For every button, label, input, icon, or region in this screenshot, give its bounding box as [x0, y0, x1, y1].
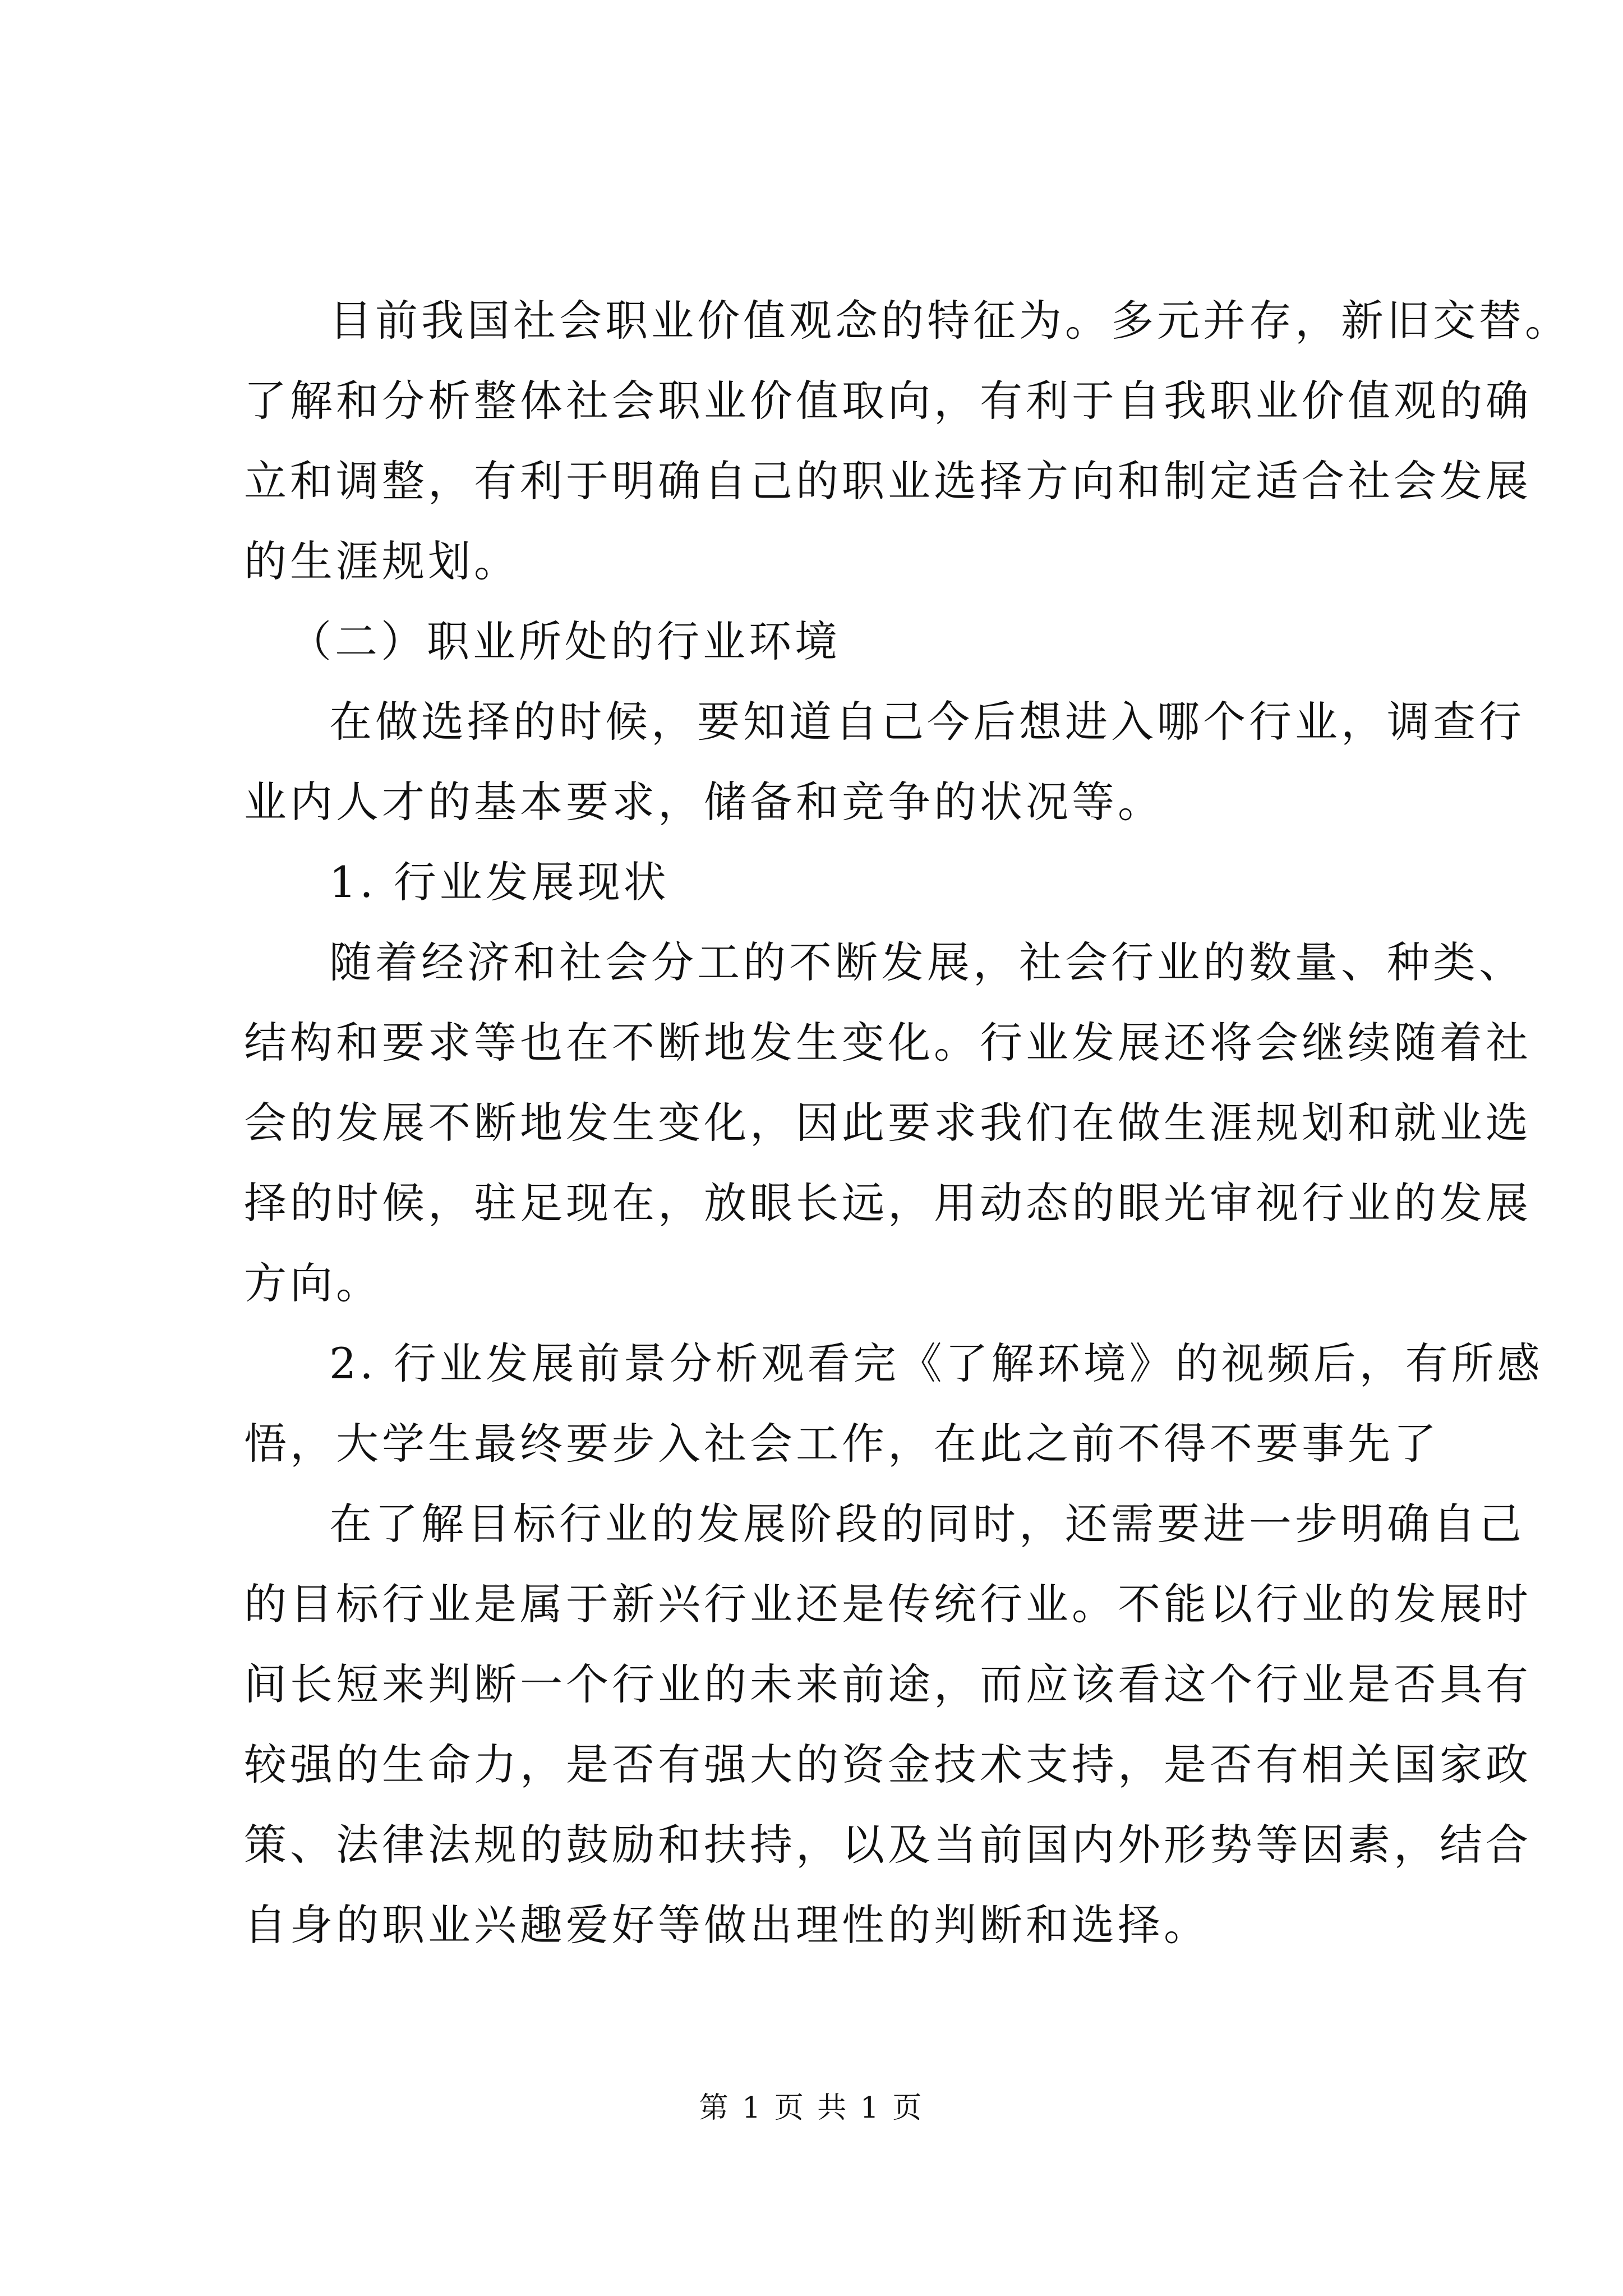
text-line: 业内人才的基本要求，储备和竞争的状况等。	[244, 777, 1164, 827]
text-line: 较强的生命力，是否有强大的资金技术支持，是否有相关国家政	[244, 1740, 1532, 1789]
text-line: 间长短来判断一个行业的未来前途，而应该看这个行业是否具有	[244, 1659, 1532, 1709]
text-line: 立和调整，有利于明确自己的职业选择方向和制定适合社会发展	[244, 456, 1532, 506]
text-line: 目前我国社会职业价值观念的特征为。多元并存，新旧交替。	[329, 296, 1571, 346]
text-line: 在了解目标行业的发展阶段的同时，还需要进一步明确自己	[329, 1499, 1525, 1549]
text-line: 了解和分析整体社会职业价值取向，有利于自我职业价值观的确	[244, 376, 1532, 426]
section-heading: （二）职业所处的行业环境	[289, 616, 841, 666]
text-line: 自身的职业兴趣爱好等做出理性的判断和选择。	[244, 1900, 1210, 1950]
text-line: 策、法律法规的鼓励和扶持，以及当前国内外形势等因素，结合	[244, 1820, 1532, 1870]
text-line: 择的时候，驻足现在，放眼长远，用动态的眼光审视行业的发展	[244, 1178, 1532, 1228]
subheading: 1. 行业发展现状	[329, 857, 670, 907]
text-line: 会的发展不断地发生变化，因此要求我们在做生涯规划和就业选	[244, 1098, 1532, 1148]
text-line: 在做选择的时候，要知道自己今后想进入哪个行业，调查行	[329, 697, 1525, 747]
paragraph-industry-prospect	[244, 1323, 1543, 1484]
text-line: 的目标行业是属于新兴行业还是传统行业。不能以行业的发展时	[244, 1579, 1532, 1629]
text-line: 2. 行业发展前景分析观看完《了解环境》的视频后，有所感	[329, 1338, 1543, 1388]
paragraph-industry-choice	[244, 682, 1525, 842]
text-line: 悟，大学生最终要步入社会工作，在此之前不得不要事先了	[244, 1419, 1440, 1469]
paragraph-value-orientation	[244, 280, 1571, 601]
section-heading-industry-environment	[244, 601, 1422, 682]
document-body	[244, 280, 1571, 1965]
paragraph-target-industry	[244, 1484, 1532, 1965]
paragraph-industry-development	[244, 922, 1532, 1323]
text-line: 结构和要求等也在不断地发生变化。行业发展还将会继续随着社	[244, 1018, 1532, 1068]
text-line: 方向。	[244, 1258, 382, 1308]
subheading-industry-status	[244, 842, 1422, 922]
page-footer: 第 1 页 共 1 页	[699, 2091, 924, 2125]
text-line: 的生涯规划。	[244, 536, 520, 586]
text-line: 随着经济和社会分工的不断发展，社会行业的数量、种类、	[329, 937, 1525, 987]
